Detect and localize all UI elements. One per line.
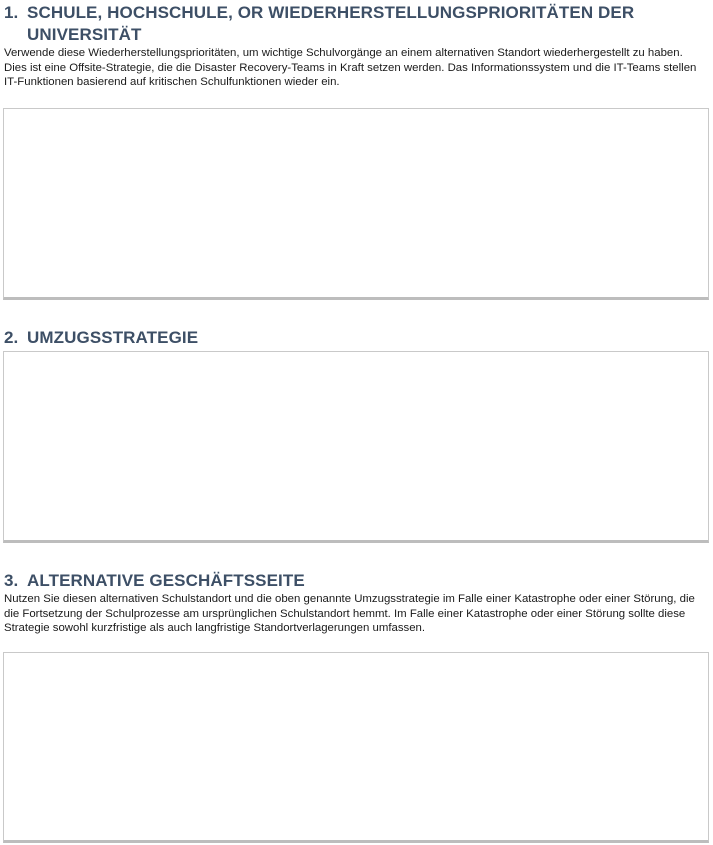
section-title: SCHULE, HOCHSCHULE, OR WIEDERHERSTELLUNGSPRIORITÄTEN DER UNIVERSITÄT xyxy=(27,3,635,44)
section-relocation-strategy xyxy=(4,327,710,349)
alternative-site-text-box[interactable] xyxy=(3,652,709,843)
section-number: 3. xyxy=(4,571,19,590)
section-description: Verwende diese Wiederherstellungsprioritäten, um wichtige Schulvorgänge an einem alternativen Standort wiederhergestellt zu haben. Dies ist eine Offsite-Strategie, die die Disaster Recovery-Teams in Kraft setzen werden. Das Informationssystem und die IT-Teams stellen IT-Funktionen basierend auf kritischen Schulfunktionen wieder ein. xyxy=(4,47,697,89)
relocation-strategy-text-box[interactable] xyxy=(3,351,709,543)
section-heading xyxy=(4,570,710,592)
section-heading xyxy=(4,2,710,46)
section-heading xyxy=(4,327,710,349)
section-recovery-priorities xyxy=(4,2,710,90)
section-title: ALTERNATIVE GESCHÄFTSSEITE xyxy=(27,571,305,590)
section-number: 2. xyxy=(4,328,19,347)
recovery-priorities-text-box[interactable] xyxy=(3,108,709,300)
section-description: Nutzen Sie diesen alternativen Schulstandort und die oben genannte Umzugsstrategie im Falle einer Katastrophe oder einer Störung, die die Fortsetzung der Schulprozesse am ursprünglichen Schulstandort hemmt. Im Falle einer Katastrophe oder einer Störung sollte diese Strategie sowohl kurzfristige als auch langfristige Standortverlagerungen umfassen. xyxy=(4,593,695,635)
section-alternative-site xyxy=(4,570,710,636)
section-number: 1. xyxy=(4,3,19,22)
section-title: UMZUGSSTRATEGIE xyxy=(27,328,199,347)
